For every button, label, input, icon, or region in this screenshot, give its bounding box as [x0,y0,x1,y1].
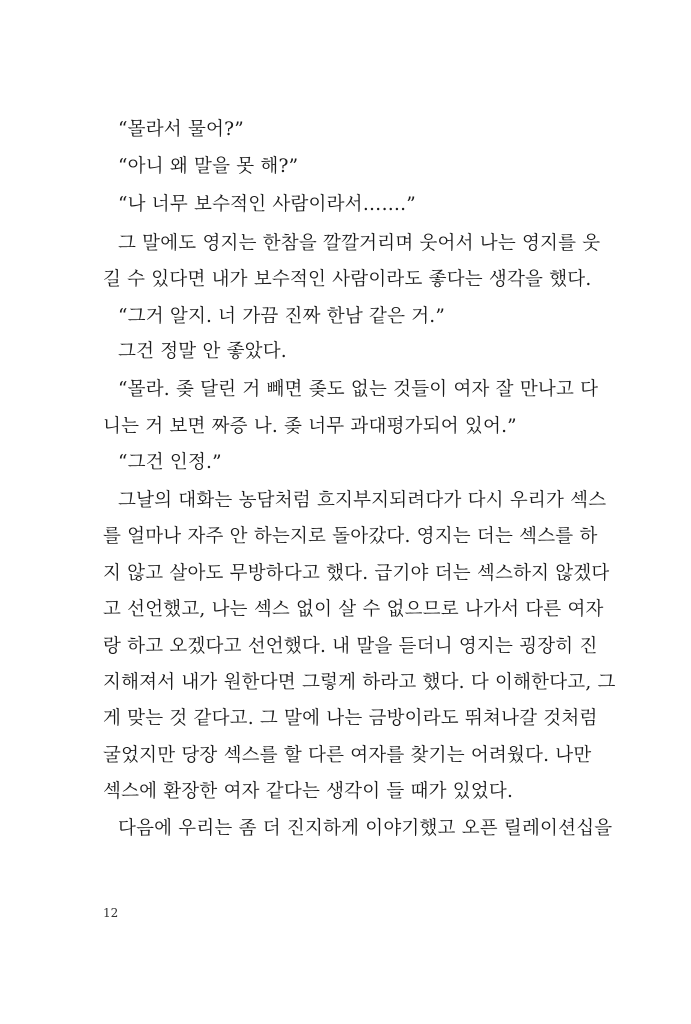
text-line: 를 얼마나 자주 안 하는지로 돌아갔다. 영지는 더는 섹스를 하 [103,526,598,547]
text-line: “몰라서 물어?” [118,119,244,140]
text-line: 지해져서 내가 원한다면 그렇게 하라고 했다. 다 이해한다고, 그 [103,672,616,693]
text-line: 길 수 있다면 내가 보수적인 사람이라도 좋다는 생각을 했다. [103,269,592,290]
page-number: 12 [103,906,119,920]
text-line: 굴었지만 당장 섹스를 할 다른 여자를 찾기는 어려웠다. 나만 [103,745,592,766]
text-line: 그날의 대화는 농담처럼 흐지부지되려다가 다시 우리가 섹스 [118,490,607,511]
text-line: “그건 인정.” [118,452,222,473]
text-line: 니는 거 보면 짜증 나. 좆 너무 과대평가되어 있어.” [103,416,517,437]
text-line: 그건 정말 안 좋았다. [118,341,287,362]
text-line: “아니 왜 말을 못 해?” [118,156,299,177]
text-line: “나 너무 보수적인 사람이라서…….” [118,194,416,215]
text-line: 그 말에도 영지는 한참을 깔깔거리며 웃어서 나는 영지를 웃 [118,233,601,254]
text-line: 다음에 우리는 좀 더 진지하게 이야기했고 오픈 릴레이션십을 [118,818,613,839]
text-line: 랑 하고 오겠다고 선언했다. 내 말을 듣더니 영지는 굉장히 진 [103,636,598,657]
text-line: “그거 알지. 너 가끔 진짜 한남 같은 거.” [118,306,446,327]
text-line: 게 맞는 것 같다고. 그 말에 나는 금방이라도 뛰쳐나갈 것처럼 [103,708,598,729]
text-line: 섹스에 환장한 여자 같다는 생각이 들 때가 있었다. [103,781,514,802]
text-line: 고 선언했고, 나는 섹스 없이 살 수 없으므로 나가서 다른 여자 [103,599,604,620]
text-line: “몰라. 좆 달린 거 빼면 좆도 없는 것들이 여자 잘 만나고 다 [118,379,599,400]
text-line: 지 않고 살아도 무방하다고 했다. 급기야 더는 섹스하지 않겠다 [103,563,610,584]
